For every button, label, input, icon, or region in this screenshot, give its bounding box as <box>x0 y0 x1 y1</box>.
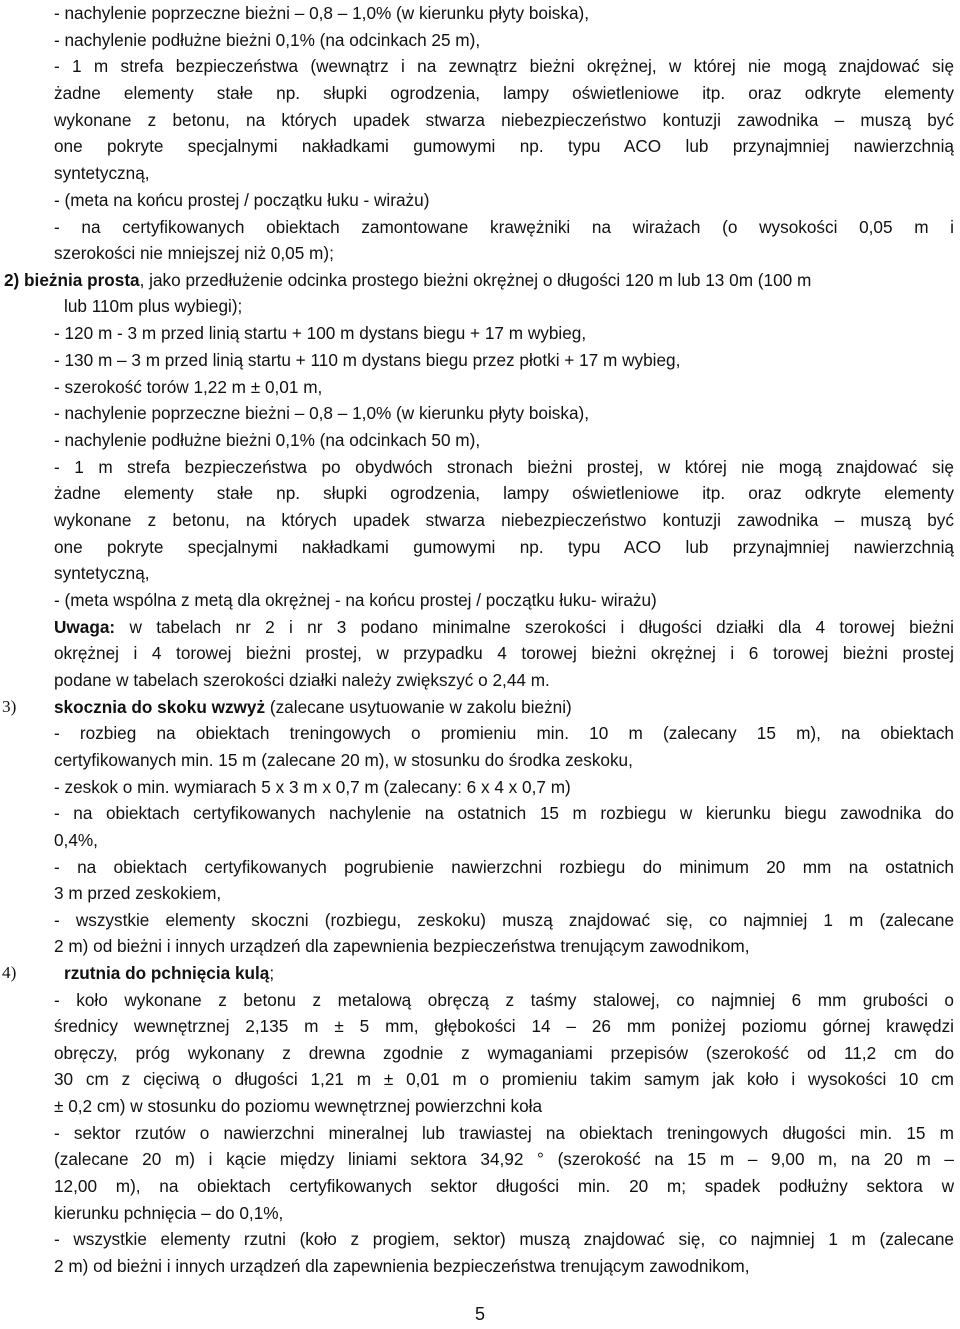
page-number: 5 <box>474 1304 485 1324</box>
text-line: obręczy, próg wykonany z drewna zgodnie z wymaganiami przepisów (szerokość od 11,2 cm do <box>54 1043 954 1063</box>
text-line: - (meta na końcu prostej / początku łuku - wirażu) <box>54 190 430 210</box>
text-line: - nachylenie podłużne bieżni 0,1% (na odcinkach 25 m), <box>54 30 481 50</box>
text-line: - 1 m strefa bezpieczeństwa (wewnątrz i na zewnątrz bieżni okrężnej, w której nie mogą znajdować się <box>54 56 954 76</box>
text-line: - 120 m - 3 m przed linią startu + 100 m dystans biegu + 17 m wybieg, <box>54 323 587 343</box>
text-line: żadne elementy stałe np. słupki ogrodzenia, lampy oświetleniowe itp. oraz odkryte elementy <box>54 83 954 103</box>
section-text: ; <box>269 963 275 983</box>
section-number: 3) <box>2 697 17 716</box>
section-heading-shot-put <box>64 960 274 986</box>
text-line: - rozbieg na obiektach treningowych o promieniu min. 10 m (zalecany 15 m), na obiektach <box>54 723 954 743</box>
note-text: w tabelach nr 2 i nr 3 podano minimalne szerokości i długości działki dla 4 torowej bieżni <box>115 617 954 637</box>
text-line: syntetyczną, <box>54 163 150 183</box>
text-line: podane w tabelach szerokości działki należy zwiększyć o 2,44 m. <box>54 670 550 690</box>
text-line: certyfikowanych min. 15 m (zalecane 20 m), w stosunku do środka zeskoku, <box>54 750 633 770</box>
text-line: - 1 m strefa bezpieczeństwa po obydwóch stronach bieżni prostej, w której nie mogą znajdować się <box>54 457 954 477</box>
text-line: 3 m przed zeskokiem, <box>54 883 222 903</box>
text-line: - na obiektach certyfikowanych pogrubienie nawierzchni rozbiegu do minimum 20 mm na ostatnich <box>54 857 954 877</box>
text-line: kierunku pchnięcia – do 0,1%, <box>54 1203 284 1223</box>
text-line: (zalecane 20 m) i kącie między liniami sektora 34,92 ° (szerokość na 15 m – 9,00 m, na 20 m – <box>54 1149 954 1169</box>
text-line: - nachylenie poprzeczne bieżni – 0,8 – 1,0% (w kierunku płyty boiska), <box>54 403 590 423</box>
text-line: 0,4%, <box>54 830 98 850</box>
text-line: 12,00 m), na obiektach certyfikowanych sektor długości min. 20 m; spadek podłużny sektora w <box>54 1176 954 1196</box>
section-heading-high-jump <box>54 694 572 720</box>
section-number: 4) <box>2 963 17 982</box>
section-text: (zalecane usytuowanie w zakolu bieżni) <box>265 697 572 717</box>
text-line: - na obiektach certyfikowanych nachylenie na ostatnich 15 m rozbiegu w kierunku biegu zawodnika do <box>54 803 954 823</box>
note-line <box>54 614 954 640</box>
text-line: - sektor rzutów o nawierzchni mineralnej lub trawiastej na obiektach treningowych długości min. 15 m <box>54 1123 954 1143</box>
text-line: wykonane z betonu, na których upadek stwarza niebezpieczeństwo kontuzji zawodnika – muszą być <box>54 510 954 530</box>
text-line: 2 m) od bieżni i innych urządzeń dla zapewnienia bezpieczeństwa trenującym zawodnikom, <box>54 1256 750 1276</box>
text-line: - zeskok o min. wymiarach 5 x 3 m x 0,7 m (zalecany: 6 x 4 x 0,7 m) <box>54 777 571 797</box>
note-label: Uwaga: <box>54 617 116 637</box>
text-line: 2 m) od bieżni i innych urządzeń dla zapewnienia bezpieczeństwa trenującym zawodnikom, <box>54 936 750 956</box>
text-line: szerokości nie mniejszej niż 0,05 m); <box>54 243 334 263</box>
text-line: - nachylenie podłużne bieżni 0,1% (na odcinkach 50 m), <box>54 430 481 450</box>
text-line: - 130 m – 3 m przed linią startu + 110 m dystans biegu przez płotki + 17 m wybieg, <box>54 350 681 370</box>
text-line: wykonane z betonu, na których upadek stwarza niebezpieczeństwo kontuzji zawodnika – muszą być <box>54 110 954 130</box>
text-line: lub 110m plus wybiegi); <box>64 296 243 316</box>
text-line: syntetyczną, <box>54 563 150 583</box>
section-label: 2) bieżnia prosta <box>4 270 140 290</box>
text-line: średnicy wewnętrznej 2,135 m ± 5 mm, głębokości 14 – 26 mm poniżej poziomu górnej krawędzi <box>54 1016 954 1036</box>
text-line: one pokryte specjalnymi nakładkami gumowymi np. typu ACO lub przynajmniej nawierzchnią <box>54 136 954 156</box>
text-line: - koło wykonane z betonu z metalową obręczą z taśmy stalowej, co najmniej 6 mm grubości o <box>54 990 954 1010</box>
text-line: - wszystkie elementy rzutni (koło z progiem, sektor) muszą znajdować się, co najmniej 1 m (zalecane <box>54 1229 954 1249</box>
text-line: 30 cm z cięciwą o długości 1,21 m ± 0,01 m o promieniu takim samym jak koło i wysokości 10 cm <box>54 1069 954 1089</box>
text-line: okrężnej i 4 torowej bieżni prostej, w przypadku 4 torowej bieżni okrężnej i 6 torowej bieżni prostej <box>54 643 954 663</box>
text-line: one pokryte specjalnymi nakładkami gumowymi np. typu ACO lub przynajmniej nawierzchnią <box>54 537 954 557</box>
text-line: - (meta wspólna z metą dla okrężnej - na końcu prostej / początku łuku- wirażu) <box>54 590 657 610</box>
section-text: , jako przedłużenie odcinka prostego bieżni okrężnej o długości 120 m lub 13 0m (100 m <box>139 270 812 290</box>
text-line: - szerokość torów 1,22 m ± 0,01 m, <box>54 377 323 397</box>
text-line: żadne elementy stałe np. słupki ogrodzenia, lampy oświetleniowe itp. oraz odkryte elementy <box>54 483 954 503</box>
text-line: - wszystkie elementy skoczni (rozbiegu, zeskoku) muszą znajdować się, co najmniej 1 m (zalecane <box>54 910 954 930</box>
text-line: ± 0,2 cm) w stosunku do poziomu wewnętrznej powierzchni koła <box>54 1096 543 1116</box>
section-heading-straight-track <box>4 267 811 293</box>
text-line: - nachylenie poprzeczne bieżni – 0,8 – 1,0% (w kierunku płyty boiska), <box>54 3 590 23</box>
text-line: - na certyfikowanych obiektach zamontowane krawężniki na wirażach (o wysokości 0,05 m i <box>54 217 954 237</box>
section-label: skocznia do skoku wzwyż <box>54 697 266 717</box>
section-label: rzutnia do pchnięcia kulą <box>64 963 270 983</box>
